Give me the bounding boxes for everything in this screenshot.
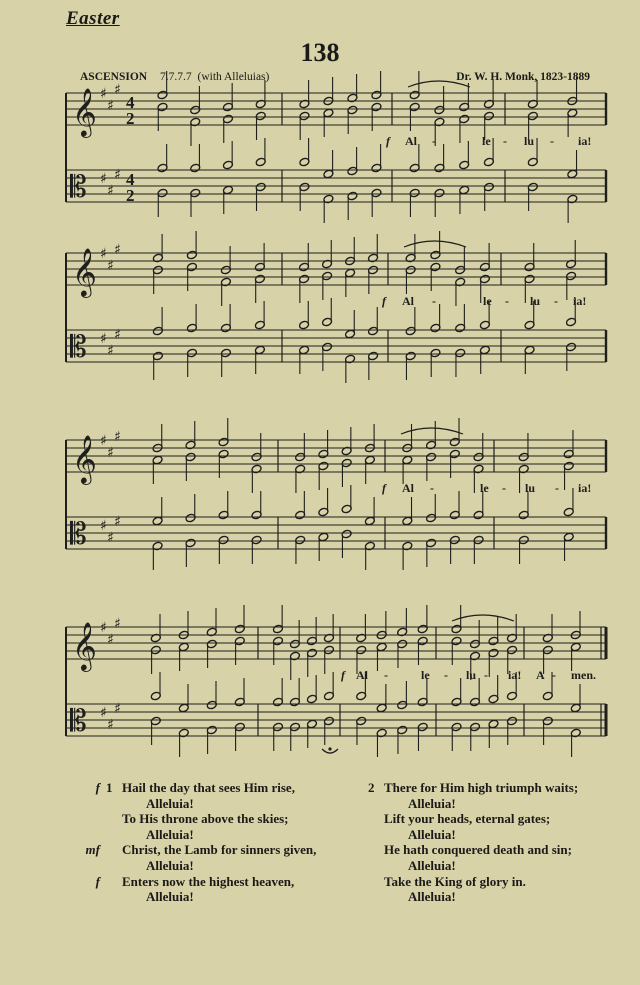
- system4-bass-key-sharp: ♯: [100, 705, 107, 721]
- system2-lyric-syllable: ia!: [573, 294, 587, 308]
- system1-bass-key-sharp: ♯: [100, 171, 107, 187]
- system2-lyric-syllable: lu: [530, 294, 541, 308]
- system1-bass-time-numerator: 4: [126, 170, 135, 189]
- verse-text: Alleluia!: [408, 826, 456, 842]
- system2-treble-key-sharp: ♯: [114, 242, 121, 258]
- system1-treble-key-sharp: ♯: [107, 98, 114, 114]
- verse-line: [78, 889, 316, 905]
- system1-tenor-clef: 𝄡: [70, 170, 87, 205]
- system2-lyric-syllable: -: [554, 294, 558, 308]
- tune-alleluia-note: (with Alleluias): [197, 71, 270, 83]
- verse-text: There for Him high triumph waits;: [384, 780, 579, 795]
- verse-text: Take the King of glory in.: [384, 873, 526, 889]
- dynamic-mark: f: [95, 873, 100, 889]
- verse-line: [78, 827, 316, 843]
- system3-treble-key-sharp: ♯: [114, 429, 121, 445]
- verse-line: [368, 889, 578, 905]
- system1-treble-time-denominator: 2: [126, 109, 135, 128]
- system4-lyric-syllable: -: [384, 668, 388, 682]
- tune-name: ASCENSION: [80, 71, 148, 83]
- system4-tenor-clef: 𝄡: [70, 704, 87, 739]
- verse-line: [78, 874, 316, 890]
- verse-line: [78, 811, 316, 827]
- system3-bass-key-sharp: ♯: [100, 518, 107, 534]
- system4-treble-key-sharp: ♯: [107, 632, 114, 648]
- system4-lyric-syllable: le: [421, 668, 430, 682]
- system4-lyric-syllable: ia!: [508, 668, 522, 682]
- system2-treble-clef: 𝄞: [72, 247, 97, 296]
- system3-slur: [401, 428, 463, 434]
- system3-lyric-syllable: -: [430, 481, 434, 495]
- verse-text: Lift your heads, eternal gates;: [384, 811, 551, 827]
- verse-text: Alleluia!: [146, 826, 194, 842]
- system3-bass-key-sharp: ♯: [114, 514, 121, 530]
- verse-text: Enters now the highest heaven,: [122, 873, 295, 889]
- system4-lyric-syllable: -: [552, 668, 556, 682]
- section-title: Easter: [66, 8, 120, 29]
- system4-treble-clef: 𝄞: [72, 621, 97, 670]
- system2-bass-key-sharp: ♯: [100, 331, 107, 347]
- verse-line: [368, 811, 578, 827]
- system1-treble-key-sharp: ♯: [100, 86, 107, 102]
- system3-lyric-syllable: ia!: [578, 481, 592, 495]
- system3-treble-key-sharp: ♯: [107, 445, 114, 461]
- system3-treble-clef: 𝄞: [72, 434, 97, 483]
- verse-line: [78, 842, 316, 858]
- system1-lyric-syllable: Al: [405, 134, 417, 148]
- verse-right: [368, 780, 578, 905]
- verse-line: [368, 827, 578, 843]
- system1-bass-key-sharp: ♯: [107, 183, 114, 199]
- verse-text: Christ, the Lamb for sinners given,: [122, 842, 317, 858]
- system2-bass-key-sharp: ♯: [107, 343, 114, 359]
- system3-lyric-syllable: lu: [525, 481, 536, 495]
- system4-bass-key-sharp: ♯: [107, 717, 114, 733]
- system4-lyric-syllable: men.: [571, 668, 596, 682]
- system2-lyric-syllable: le: [483, 294, 492, 308]
- system4-lyric-syllable: -: [484, 668, 488, 682]
- system2-treble-key-sharp: ♯: [107, 258, 114, 274]
- system2-treble-key-sharp: ♯: [100, 246, 107, 262]
- system3-bass-key-sharp: ♯: [107, 530, 114, 546]
- system4-lyric-syllable: lu: [466, 668, 477, 682]
- system2-lyric-syllable: -: [505, 294, 509, 308]
- system3-treble-key-sharp: ♯: [100, 433, 107, 449]
- verse-line: [368, 842, 578, 858]
- system3-lyric-syllable: le: [480, 481, 489, 495]
- system2-dynamic-mark: f: [382, 294, 386, 308]
- verse-text: To His throne above the skies;: [122, 811, 289, 827]
- system1-slur: [408, 81, 470, 87]
- system4-dynamic-mark: f: [341, 668, 345, 682]
- system2-lyric-syllable: Al: [402, 294, 414, 308]
- verse-text: Alleluia!: [146, 889, 194, 905]
- system1-treble-time-numerator: 4: [126, 93, 135, 112]
- system1-dynamic-mark: f: [386, 134, 390, 148]
- system3-tenor-clef: 𝄡: [70, 517, 87, 552]
- verse-text: Alleluia!: [146, 795, 194, 811]
- verse-text: Alleluia!: [146, 857, 194, 873]
- system1-lyric-syllable: le: [482, 134, 491, 148]
- system1-treble-clef: 𝄞: [72, 87, 97, 136]
- system1-lyric-syllable: -: [503, 134, 507, 148]
- system4-lyric-syllable: A: [536, 668, 545, 682]
- system4-slur: [452, 615, 514, 621]
- system1-lyric-syllable: -: [550, 134, 554, 148]
- system4-bass-key-sharp: ♯: [114, 701, 121, 717]
- dynamic-mark: f: [95, 780, 100, 795]
- hymn-number: 138: [300, 38, 340, 67]
- tune-meter: 7.7.7.7: [159, 71, 192, 83]
- verse-number: 2: [368, 780, 375, 795]
- fermata-dot: [328, 747, 331, 750]
- verse-text: Alleluia!: [408, 795, 456, 811]
- verse-text: He hath conquered death and sin;: [384, 842, 572, 858]
- verse-text: Hail the day that sees Him rise,: [122, 780, 295, 795]
- verse-line: [78, 858, 316, 874]
- system1-bass-key-sharp: ♯: [114, 167, 121, 183]
- verse-text: Alleluia!: [408, 857, 456, 873]
- verse-line: [368, 796, 578, 812]
- system2-tenor-clef: 𝄡: [70, 330, 87, 365]
- system4-lyric-syllable: -: [444, 668, 448, 682]
- system4-treble-key-sharp: ♯: [100, 620, 107, 636]
- verse-line: [368, 858, 578, 874]
- verse-line: [368, 874, 578, 890]
- system4-lyric-syllable: Al: [356, 668, 368, 682]
- system3-lyric-syllable: Al: [402, 481, 414, 495]
- composer: Dr. W. H. Monk, 1823-1889: [456, 71, 590, 83]
- system1-treble-key-sharp: ♯: [114, 82, 121, 98]
- verse-line: [78, 796, 316, 812]
- system3-lyric-syllable: -: [555, 481, 559, 495]
- system3-dynamic-mark: f: [382, 481, 386, 495]
- system1-bass-time-denominator: 2: [126, 186, 135, 205]
- verse-line: [368, 780, 578, 796]
- system2-bass-key-sharp: ♯: [114, 327, 121, 343]
- verse-line: [78, 780, 316, 796]
- system1-lyric-syllable: ia!: [578, 134, 592, 148]
- system2-slur: [404, 241, 466, 247]
- verse-left: [78, 780, 316, 905]
- system1-lyric-syllable: lu: [524, 134, 535, 148]
- dynamic-mark: mf: [85, 842, 100, 858]
- system2-lyric-syllable: -: [432, 294, 436, 308]
- system1-lyric-syllable: -: [432, 134, 436, 148]
- system4-treble-key-sharp: ♯: [114, 616, 121, 632]
- verse-number: 1: [106, 780, 113, 795]
- verse-text: Alleluia!: [408, 889, 456, 905]
- system3-lyric-syllable: -: [502, 481, 506, 495]
